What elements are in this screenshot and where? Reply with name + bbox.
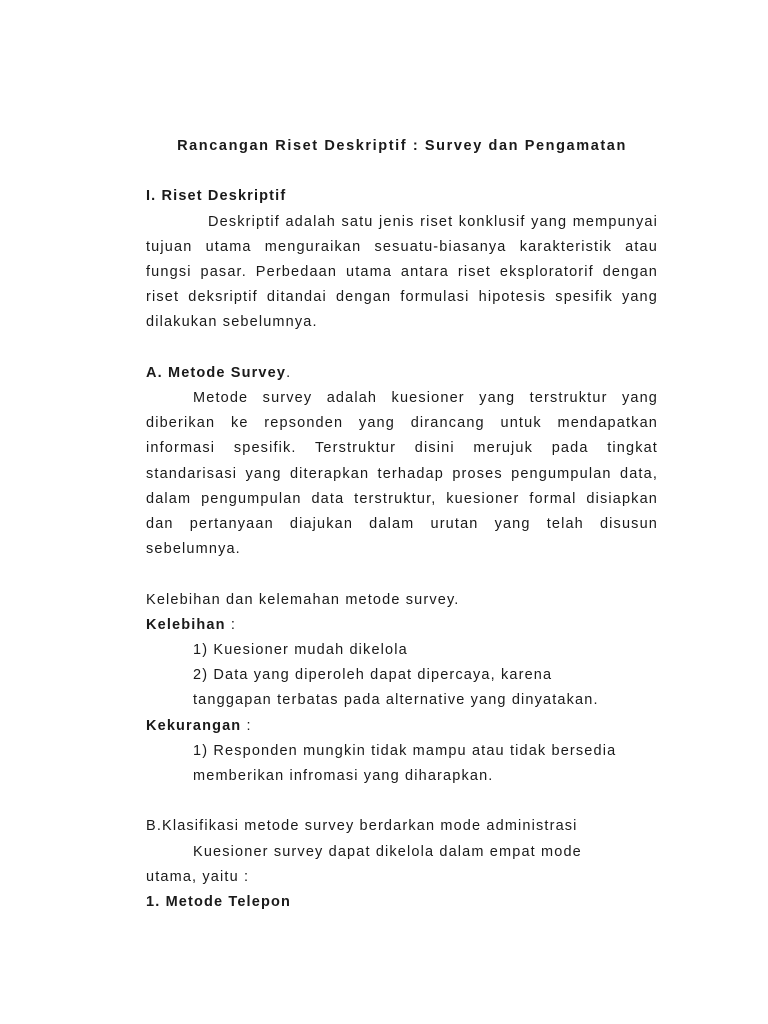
section-heading-metode-survey — [146, 361, 658, 386]
kelebihan-label: Kelebihan — [146, 616, 226, 633]
document-body — [146, 134, 658, 915]
section-heading-riset-deskriptif: I. Riset Deskriptif — [146, 188, 287, 205]
heading-suffix: . — [286, 364, 292, 381]
kekurangan-label: Kekurangan — [146, 717, 242, 734]
list-item-continuation: memberikan infromasi yang diharapkan. — [193, 768, 494, 785]
heading-text: A. Metode Survey — [146, 364, 287, 381]
paragraph-riset-deskriptif — [146, 210, 658, 336]
list-item: 1) Kuesioner mudah dikelola — [193, 642, 408, 659]
list-item-continuation: tanggapan terbatas pada alternative yang dinyatakan. — [193, 692, 599, 709]
spacer — [146, 336, 658, 361]
document-title: Rancangan Riset Deskriptif : Survey dan Pengamatan — [177, 138, 627, 154]
kelebihan-heading — [146, 613, 658, 638]
paragraph-metode-survey — [146, 386, 658, 562]
klasifikasi-line: utama, yaitu : — [146, 868, 250, 885]
klasifikasi-line: Kuesioner survey dapat dikelola dalam empat mode — [193, 843, 582, 860]
list-item: 1) Responden mungkin tidak mampu atau tidak bersedia — [193, 742, 617, 759]
spacer — [146, 562, 658, 587]
kekurangan-colon: : — [241, 717, 252, 734]
spacer — [146, 789, 658, 814]
kelebihan-colon: : — [225, 616, 237, 633]
section-heading-klasifikasi: B.Klasifikasi metode survey berdarkan mode administrasi — [146, 818, 578, 835]
paragraph-text: Metode survey adalah kuesioner yang terstruktur yang diberikan ke repsonden yang dirancang untuk mendapatkan informasi spesifik. Terstruktur disini merujuk pada tingkat standarisasi yang diterapkan terhadap proses pengumpulan data, dalam pengumpulan data terstruktur, kuesioner formal disiapkan dan pertanyaan diajukan dalam urutan yang telah disusun sebelumnya. — [146, 390, 658, 558]
kekurangan-heading — [146, 714, 658, 739]
pros-cons-intro: Kelebihan dan kelemahan metode survey. — [146, 591, 460, 608]
paragraph-text: Deskriptif adalah satu jenis riset konklusif yang mempunyai tujuan utama menguraikan sesuatu-biasanya karakteristik atau fungsi pasar. Perbedaan utama antara riset eksploratorif dengan riset deksriptif ditandai dengan formulasi hipotesis spesifik yang dilakukan sebelumnya. — [146, 213, 658, 331]
list-item: 2) Data yang diperoleh dapat dipercaya, karena — [193, 667, 553, 684]
method-heading-telepon: 1. Metode Telepon — [146, 894, 291, 911]
